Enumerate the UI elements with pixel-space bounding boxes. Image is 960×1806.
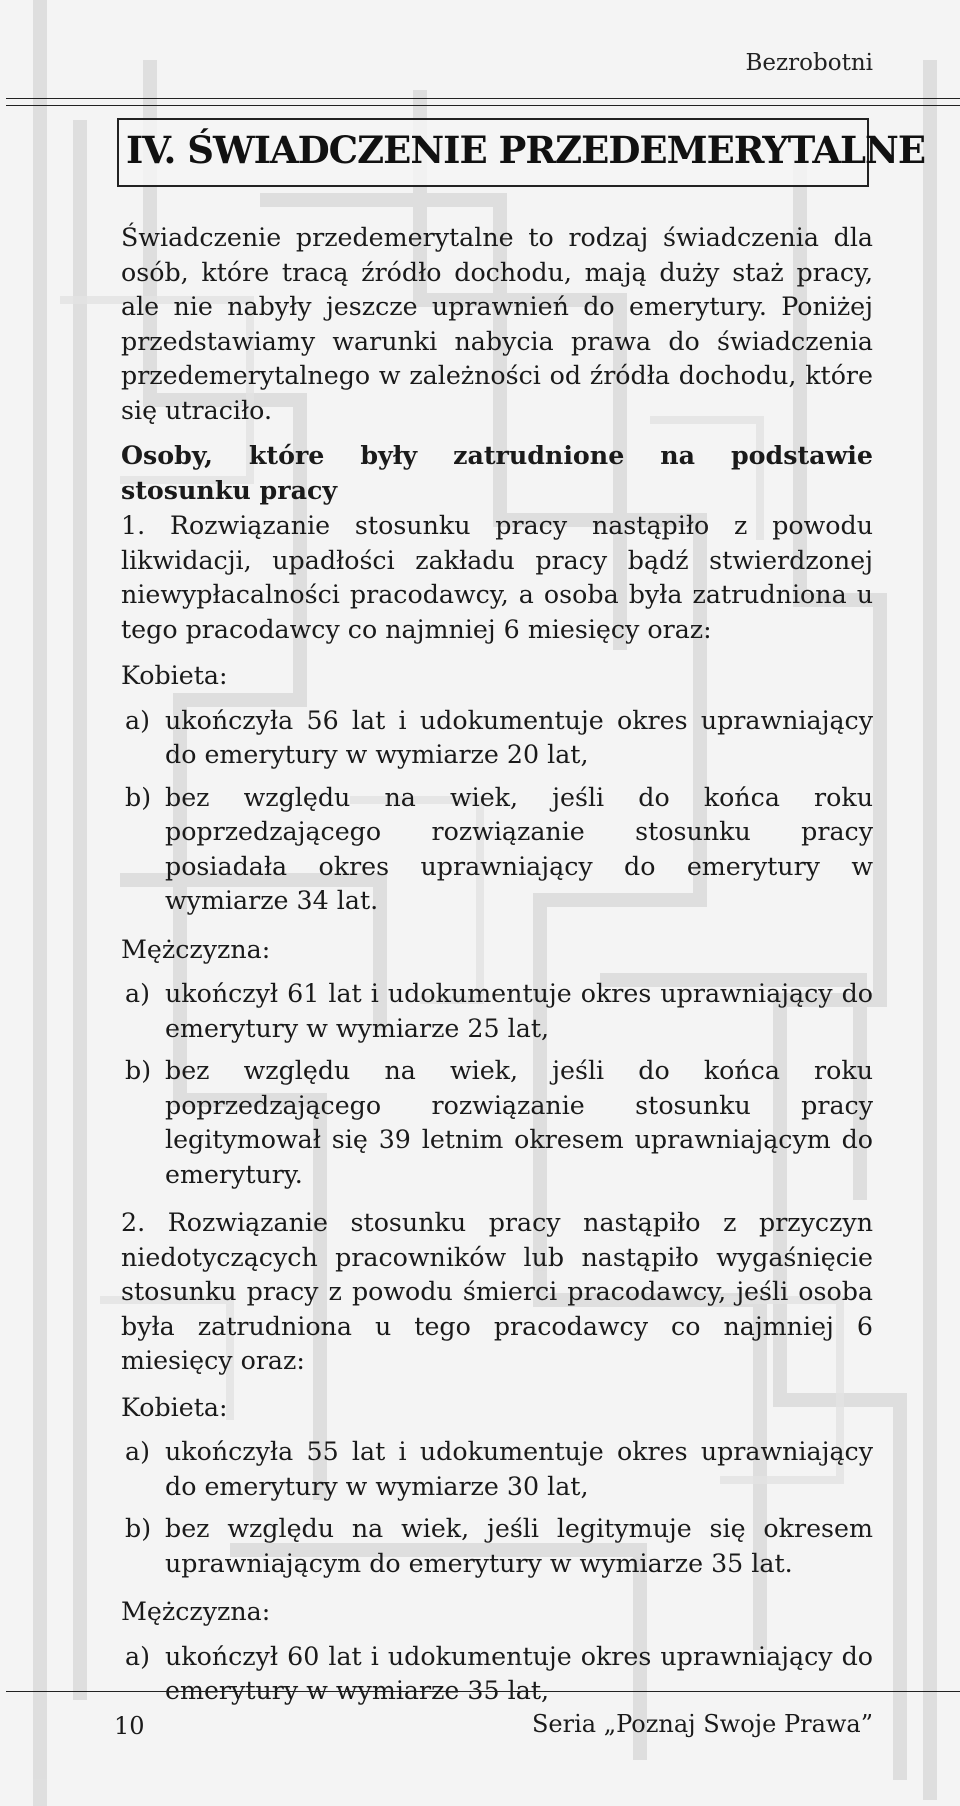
list-marker: a) [125,1437,150,1466]
list-item [121,1512,873,1581]
running-header: Bezrobotni [745,50,873,76]
list-marker: a) [125,979,150,1008]
footer-rule [6,1691,960,1692]
list-item [121,1640,873,1709]
list-marker: a) [125,1641,150,1671]
list-item [121,977,873,1046]
page-number: 10 [114,1712,145,1740]
intro-paragraph: Świadczenie przedemerytalne to rodzaj świadczenia dla osób, które tracą źródło dochodu, mają duży staż pracy, ale nie nabyły jeszcze uprawnień do emerytury. Poniżej przedstawiamy warunki nabycia prawa do świadczenia przedemerytalnego w zależności od źródła dochodu, które się utraciło. [121,223,873,425]
women-label: Kobieta: [121,1392,228,1422]
list-item-text: ukończyła 55 lat i udokumentuje okres uprawniający do emerytury w wymiarze 30 lat, [165,1437,873,1501]
header-rule-secondary [6,105,960,106]
list-marker: b) [125,1056,152,1085]
list-marker: b) [125,782,152,812]
men-label: Mężczyzna: [121,1597,271,1626]
women-label: Kobieta: [121,661,228,690]
list-item-text: ukończyła 56 lat i udokumentuje okres uprawniający do emerytury w wymiarze 20 lat, [165,705,873,769]
chapter-title-box [117,118,926,187]
condition-point-2: 2. Rozwiązanie stosunku pracy nastąpiło z przyczyn niedotyczących pracowników lub nastąpiło wygaśnięcie stosunku pracy z powodu śmierci pracodawcy, jeśli osoba była zatrudniona u tego pracodawcy co najmniej 6 miesięcy oraz: [121,1208,873,1375]
list-item [121,781,873,919]
list-marker: a) [125,705,150,735]
header-rule [6,98,960,99]
list-item [121,704,873,773]
chapter-title: IV. ŚWIADCZENIE PRZEDEMERYTALNE [126,128,926,172]
list-marker: b) [125,1514,152,1543]
list-item-text: ukończył 60 lat i udokumentuje okres uprawniający do emerytury w wymiarze 35 lat, [165,1641,873,1705]
list-item-text: bez względu na wiek, jeśli legitymuje się okresem uprawniającym do emerytury w wymiarze 35 lat. [165,1514,873,1578]
list-item-text: bez względu na wiek, jeśli do końca roku poprzedzającego rozwiązanie stosunku pracy legitymował się 39 letnim okresem uprawniającym do emerytury. [165,1056,873,1189]
list-item [121,1054,873,1192]
main-content [121,221,873,1717]
men-label: Mężczyzna: [121,934,271,964]
condition-point-1: 1. Rozwiązanie stosunku pracy nastąpiło z powodu likwidacji, upadłości zakładu pracy bądź stwierdzonej niewypłacalności pracodawcy, a osoba była zatrudniona u tego pracodawcy co najmniej 6 miesięcy oraz: [121,511,873,644]
list-item [121,1435,873,1504]
list-item-text: bez względu na wiek, jeśli do końca roku poprzedzającego rozwiązanie stosunku pracy posiadała okres uprawniający do emerytury w wymiarze 34 lat. [165,782,873,915]
section-heading: Osoby, które były zatrudnione na podstawie stosunku pracy [121,440,873,505]
list-item-text: ukończył 61 lat i udokumentuje okres uprawniający do emerytury w wymiarze 25 lat, [165,979,873,1043]
series-name: Seria „Poznaj Swoje Prawa” [531,1710,873,1738]
